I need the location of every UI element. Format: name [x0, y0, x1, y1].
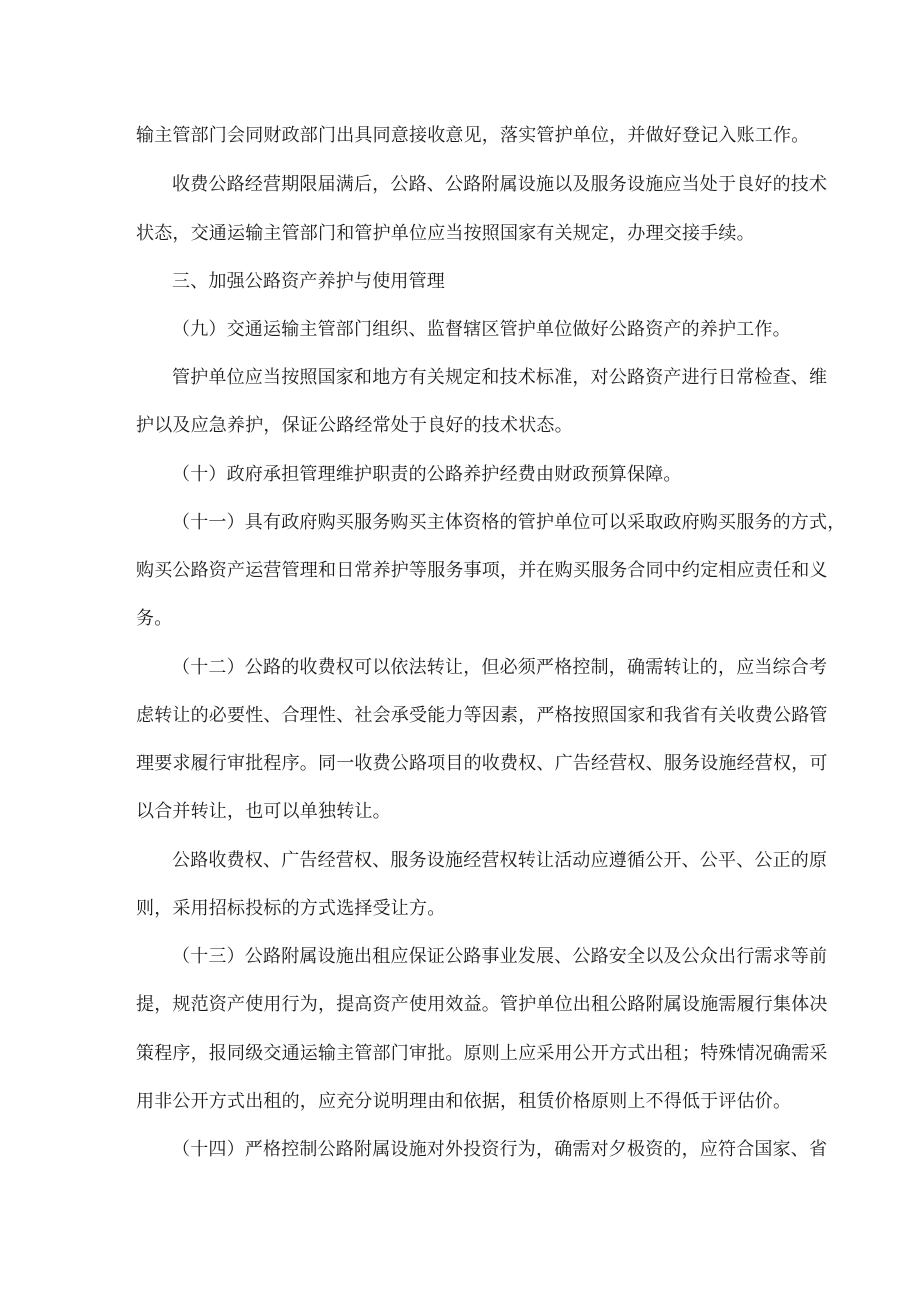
paragraph-line-17: 则，采用招标投标的方式选择受让方。 [136, 898, 446, 919]
paragraph-line-13: 虑转让的必要性、合理性、社会承受能力等因素，严格按照国家和我省有关收费公路管 [136, 705, 828, 726]
paragraph-line-7: 护以及应急养护，保证公路经常处于良好的技术状态。 [136, 415, 573, 436]
paragraph-line-15: 以合并转让，也可以单独转让。 [136, 801, 391, 822]
paragraph-line-16: 公路收费权、广告经营权、服务设施经营权转让活动应遵循公开、公平、公正的原 [172, 850, 828, 871]
paragraph-line-2: 收费公路经营期限届满后，公路、公路附属设施以及服务设施应当处于良好的技术 [172, 174, 828, 195]
paragraph-line-19: 提，规范资产使用行为，提高资产使用效益。管护单位出租公路附属设施需履行集体决 [136, 994, 828, 1015]
paragraph-line-20: 策程序，报同级交通运输主管部门审批。原则上应采用公开方式出租；特殊情况确需采 [136, 1043, 828, 1064]
paragraph-line-12: （十二）公路的收费权可以依法转让，但必须严格控制，确需转让的，应当综合考 [172, 657, 828, 678]
paragraph-line-6: 管护单位应当按照国家和地方有关规定和技术标准，对公路资产进行日常检查、维 [172, 367, 828, 388]
paragraph-line-5: （九）交通运输主管部门组织、监督辖区管护单位做好公路资产的养护工作。 [172, 319, 791, 340]
paragraph-line-11: 务。 [136, 608, 173, 629]
section-heading: 三、加强公路资产养护与使用管理 [172, 271, 445, 292]
paragraph-line-18: （十三）公路附属设施出租应保证公路事业发展、公路安全以及公众出行需求等前 [172, 946, 828, 967]
paragraph-line-8: （十）政府承担管理维护职责的公路养护经费由财政预算保障。 [172, 464, 682, 485]
paragraph-line-10: 购买公路资产运营管理和日常养护等服务事项，并在购买服务合同中约定相应责任和义 [136, 560, 828, 581]
paragraph-line-9: （十一）具有政府购买服务购买主体资格的管护单位可以采取政府购买服务的方式， [172, 512, 846, 533]
paragraph-line-21: 用非公开方式出租的，应充分说明理由和依据，租赁价格原则上不得低于评估价。 [136, 1091, 792, 1112]
paragraph-line-3: 状态，交通运输主管部门和管护单位应当按照国家有关规定，办理交接手续。 [136, 223, 755, 244]
paragraph-line-14: 理要求履行审批程序。同一收费公路项目的收费权、广告经营权、服务设施经营权，可 [136, 753, 828, 774]
paragraph-line-22: （十四）严格控制公路附属设施对外投资行为，确需对夕极资的，应符合国家、省 [172, 1139, 828, 1160]
paragraph-line-1: 输主管部门会同财政部门出具同意接收意见，落实管护单位，并做好登记入账工作。 [136, 125, 810, 146]
